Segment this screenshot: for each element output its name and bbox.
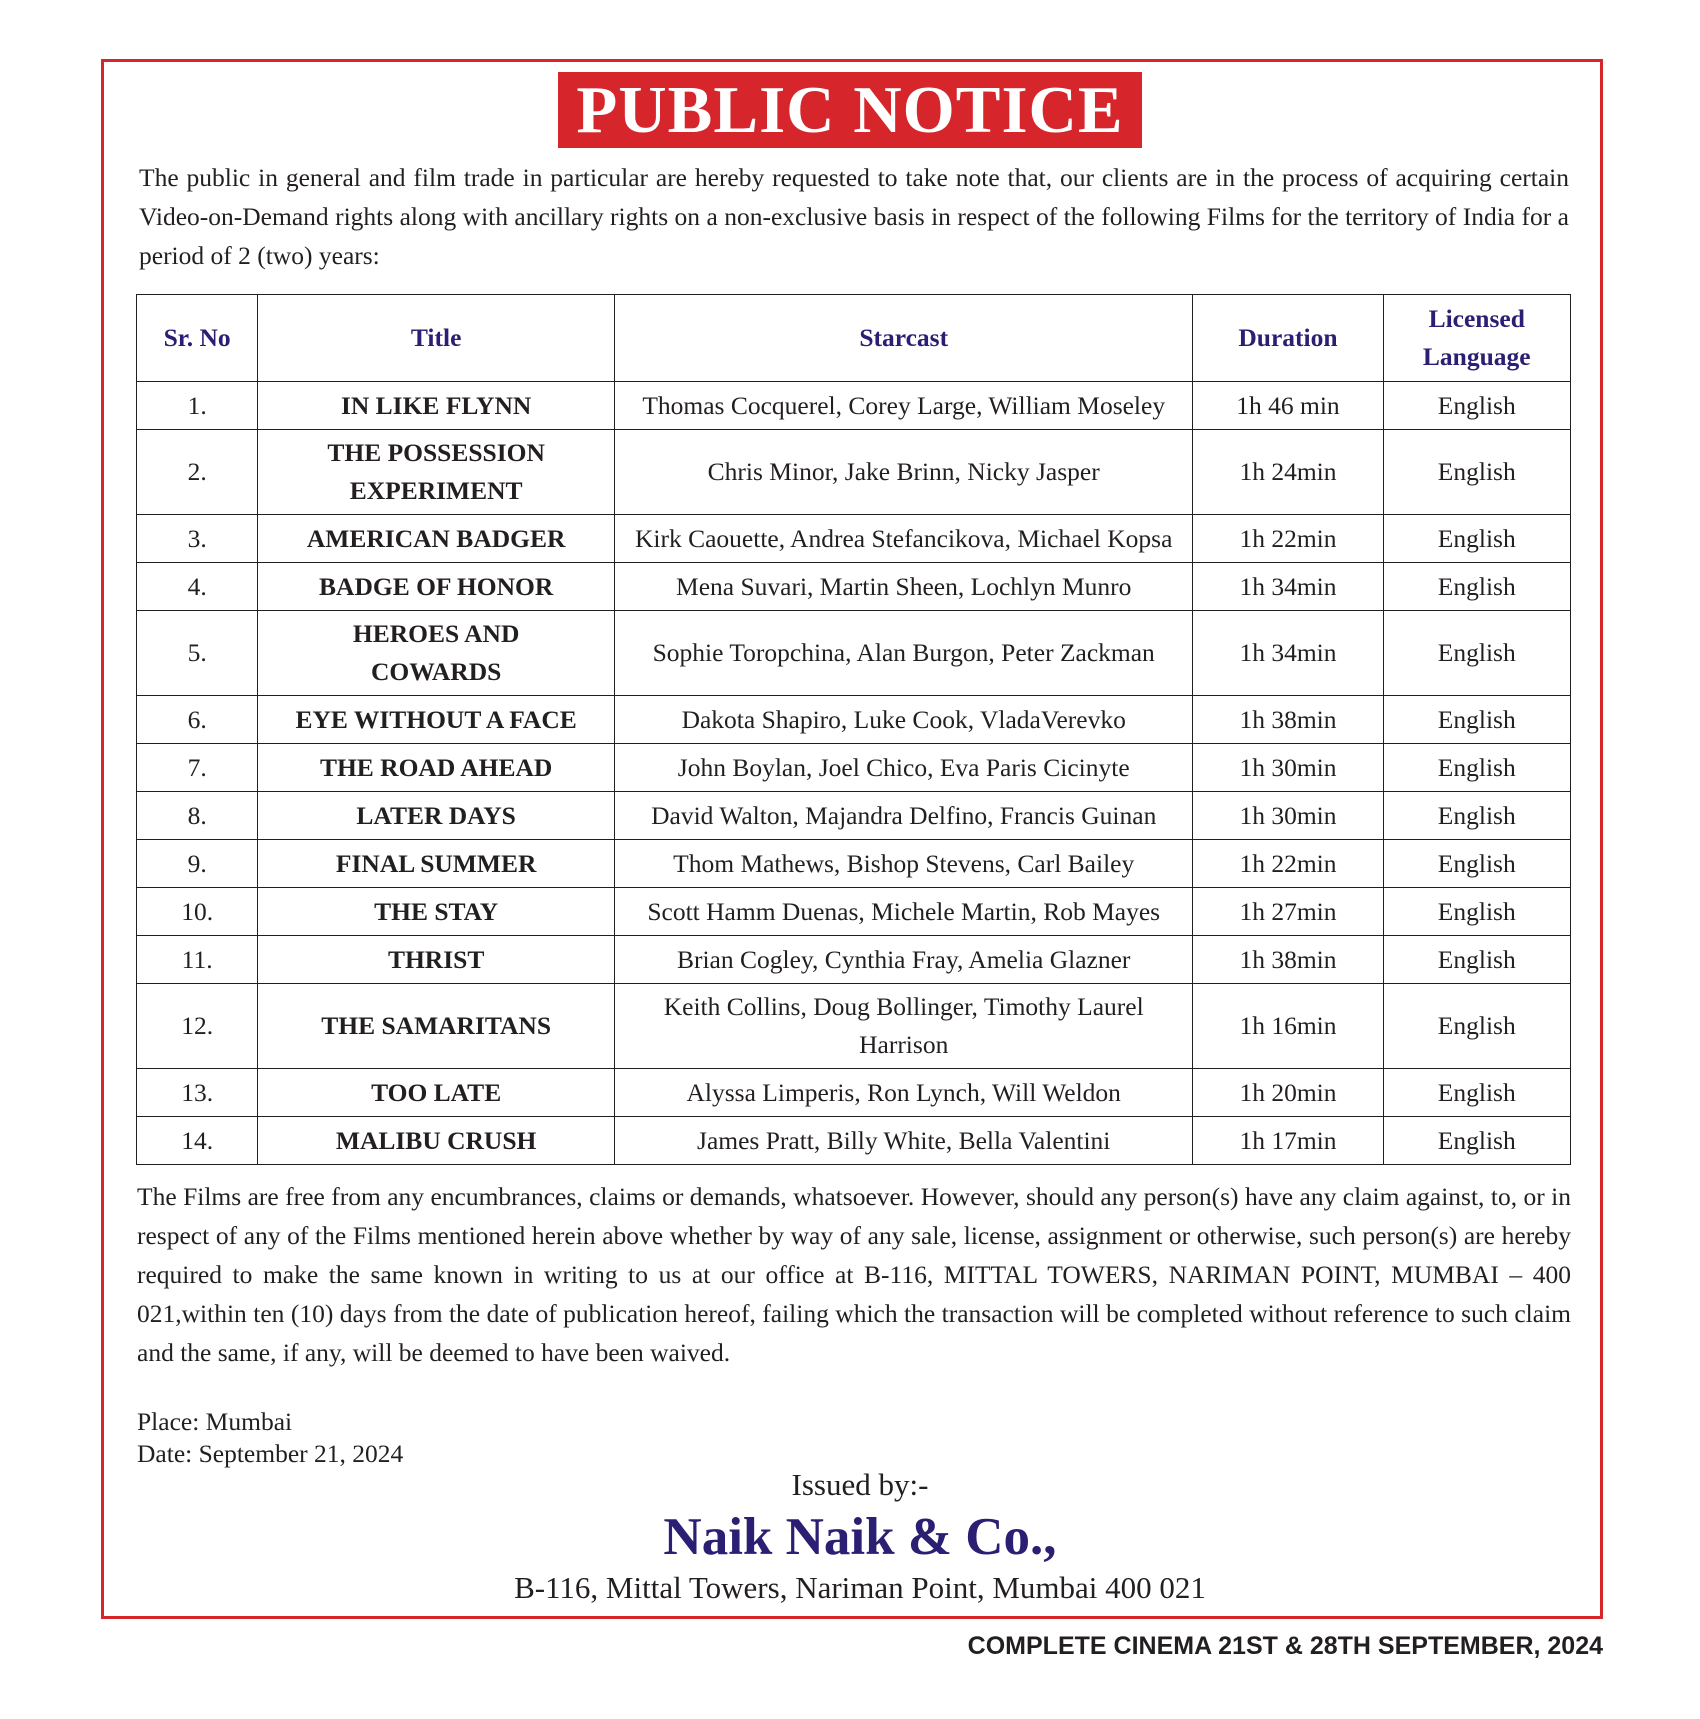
header-starcast: Starcast: [615, 295, 1193, 382]
cell-language: English: [1383, 696, 1570, 744]
place-date-block: [137, 1406, 403, 1470]
cell-language: English: [1383, 430, 1570, 515]
cell-duration: 1h 38min: [1193, 936, 1383, 984]
cell-language: English: [1383, 382, 1570, 430]
cell-language: English: [1383, 611, 1570, 696]
cell-sr: 4.: [137, 563, 258, 611]
cell-duration: 1h 22min: [1193, 840, 1383, 888]
date-line: Date: September 21, 2024: [137, 1439, 404, 1468]
cell-sr: 3.: [137, 515, 258, 563]
cell-duration: 1h 30min: [1193, 792, 1383, 840]
notice-title: PUBLIC NOTICE: [558, 72, 1141, 148]
header-licensed-language: [1383, 295, 1570, 382]
header-language-line1: Licensed: [1428, 304, 1525, 333]
cell-sr: 6.: [137, 696, 258, 744]
firm-address: B-116, Mittal Towers, Nariman Point, Mumbai 400 021: [514, 1570, 1206, 1605]
header-duration: Duration: [1193, 295, 1383, 382]
cell-starcast: Scott Hamm Duenas, Michele Martin, Rob Mayes: [615, 888, 1193, 936]
cell-title: THE POSSESSION EXPERIMENT: [258, 430, 615, 515]
table-row: [137, 515, 1571, 563]
cell-sr: 14.: [137, 1117, 258, 1165]
table-row: [137, 888, 1571, 936]
cell-starcast: James Pratt, Billy White, Bella Valentini: [615, 1117, 1193, 1165]
cell-duration: 1h 30min: [1193, 744, 1383, 792]
cell-starcast: Sophie Toropchina, Alan Burgon, Peter Zackman: [615, 611, 1193, 696]
cell-title: LATER DAYS: [258, 792, 615, 840]
cell-language: English: [1383, 1069, 1570, 1117]
table-row: [137, 792, 1571, 840]
cell-starcast: Chris Minor, Jake Brinn, Nicky Jasper: [615, 430, 1193, 515]
header-sr-no: Sr. No: [137, 295, 258, 382]
cell-duration: 1h 27min: [1193, 888, 1383, 936]
cell-language: English: [1383, 888, 1570, 936]
publication-footer: COMPLETE CINEMA 21ST & 28TH SEPTEMBER, 2024: [967, 1632, 1603, 1660]
intro-paragraph: The public in general and film trade in particular are hereby requested to take note that, our clients are in the process of acquiring certain Video-on-Demand rights along with ancillary rights on a non-exclusive basis in respect of the following Films for the territory of India for a period of 2 (two) years:: [139, 163, 1569, 270]
table-row: [137, 563, 1571, 611]
header-title: Title: [258, 295, 615, 382]
table-row: [137, 984, 1571, 1069]
cell-sr: 1.: [137, 382, 258, 430]
issued-by-label: Issued by:-: [791, 1467, 929, 1502]
cell-starcast: Keith Collins, Doug Bollinger, Timothy Laurel Harrison: [615, 984, 1193, 1069]
cell-starcast: Dakota Shapiro, Luke Cook, VladaVerevko: [615, 696, 1193, 744]
cell-starcast: Alyssa Limperis, Ron Lynch, Will Weldon: [615, 1069, 1193, 1117]
table-row: [137, 1117, 1571, 1165]
table-row: [137, 936, 1571, 984]
cell-starcast: Thom Mathews, Bishop Stevens, Carl Bailey: [615, 840, 1193, 888]
table-row: [137, 382, 1571, 430]
place-line: Place: Mumbai: [137, 1407, 293, 1436]
cell-title: AMERICAN BADGER: [258, 515, 615, 563]
cell-title: HEROES AND COWARDS: [258, 611, 615, 696]
cell-starcast: Brian Cogley, Cynthia Fray, Amelia Glazner: [615, 936, 1193, 984]
cell-title: FINAL SUMMER: [258, 840, 615, 888]
table-row: [137, 1069, 1571, 1117]
cell-title: EYE WITHOUT A FACE: [258, 696, 615, 744]
cell-sr: 2.: [137, 430, 258, 515]
table-row: [137, 430, 1571, 515]
cell-duration: 1h 20min: [1193, 1069, 1383, 1117]
cell-sr: 13.: [137, 1069, 258, 1117]
cell-title: THE ROAD AHEAD: [258, 744, 615, 792]
cell-language: English: [1383, 936, 1570, 984]
table-row: [137, 840, 1571, 888]
cell-sr: 8.: [137, 792, 258, 840]
header-language-line2: Language: [1422, 342, 1531, 371]
cell-sr: 10.: [137, 888, 258, 936]
cell-language: English: [1383, 744, 1570, 792]
table-header-row: [137, 295, 1571, 382]
cell-duration: 1h 46 min: [1193, 382, 1383, 430]
table-row: [137, 744, 1571, 792]
table-row: [137, 611, 1571, 696]
cell-duration: 1h 34min: [1193, 611, 1383, 696]
cell-duration: 1h 17min: [1193, 1117, 1383, 1165]
cell-language: English: [1383, 840, 1570, 888]
cell-starcast: Mena Suvari, Martin Sheen, Lochlyn Munro: [615, 563, 1193, 611]
cell-sr: 7.: [137, 744, 258, 792]
cell-title: IN LIKE FLYNN: [258, 382, 615, 430]
cell-sr: 12.: [137, 984, 258, 1069]
cell-duration: 1h 34min: [1193, 563, 1383, 611]
cell-title: TOO LATE: [258, 1069, 615, 1117]
firm-name: Naik Naik & Co.,: [663, 1508, 1057, 1566]
films-table: [136, 294, 1571, 1165]
cell-duration: 1h 24min: [1193, 430, 1383, 515]
cell-sr: 5.: [137, 611, 258, 696]
cell-title: MALIBU CRUSH: [258, 1117, 615, 1165]
cell-language: English: [1383, 792, 1570, 840]
closing-paragraph: The Films are free from any encumbrances, claims or demands, whatsoever. However, should any person(s) have any claim against, to, or in respect of any of the Films mentioned herein above whether by way of any sale, license, assignment or otherwise, such person(s) are hereby required to make the same known in writing to us at our office at B-116, MITTAL TOWERS, NARIMAN POINT, MUMBAI – 400 021,within ten (10) days from the date of publication hereof, failing which the transaction will be completed without reference to such claim and the same, if any, will be deemed to have been waived.: [137, 1182, 1571, 1367]
cell-sr: 11.: [137, 936, 258, 984]
cell-language: English: [1383, 563, 1570, 611]
cell-duration: 1h 38min: [1193, 696, 1383, 744]
cell-starcast: Thomas Cocquerel, Corey Large, William Moseley: [615, 382, 1193, 430]
cell-sr: 9.: [137, 840, 258, 888]
cell-language: English: [1383, 515, 1570, 563]
cell-duration: 1h 16min: [1193, 984, 1383, 1069]
cell-language: English: [1383, 1117, 1570, 1165]
cell-title: THE SAMARITANS: [258, 984, 615, 1069]
cell-starcast: Kirk Caouette, Andrea Stefancikova, Michael Kopsa: [615, 515, 1193, 563]
title-wrap: [0, 72, 1700, 148]
cell-starcast: David Walton, Majandra Delfino, Francis Guinan: [615, 792, 1193, 840]
cell-title: THRIST: [258, 936, 615, 984]
cell-title: BADGE OF HONOR: [258, 563, 615, 611]
cell-title: THE STAY: [258, 888, 615, 936]
table-row: [137, 696, 1571, 744]
cell-starcast: John Boylan, Joel Chico, Eva Paris Cicinyte: [615, 744, 1193, 792]
cell-duration: 1h 22min: [1193, 515, 1383, 563]
cell-language: English: [1383, 984, 1570, 1069]
